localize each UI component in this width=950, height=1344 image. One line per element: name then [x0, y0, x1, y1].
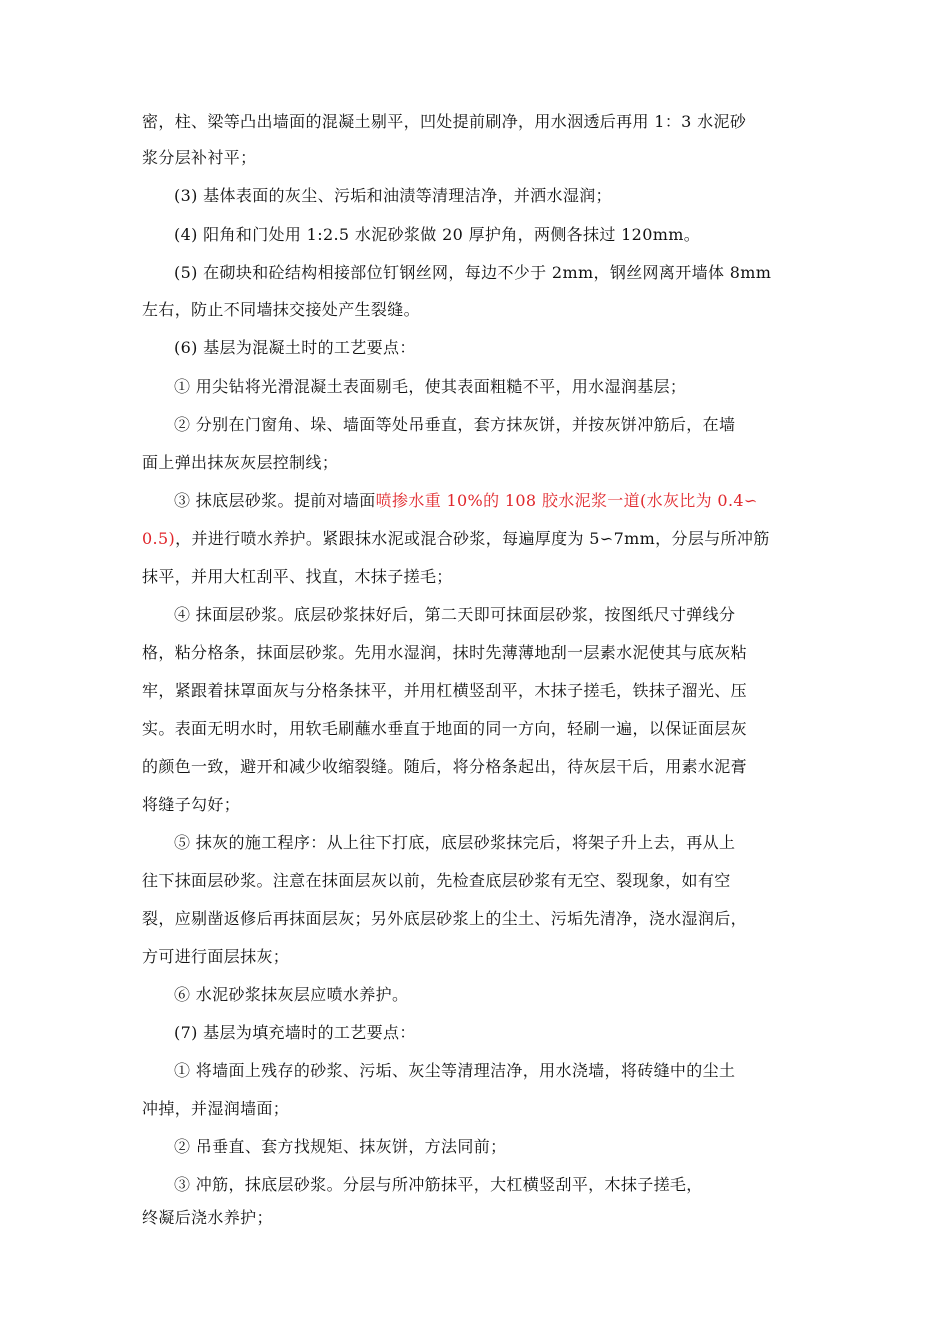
text-line: 将缝子勾好； — [142, 795, 241, 814]
text-line: 牢，紧跟着抹罩面灰与分格条抹平，并用杠横竖刮平，木抹子搓毛，铁抹子溜光、压 — [142, 681, 747, 700]
text-line: 密，柱、梁等凸出墙面的混凝土剔平，凹处提前刷净，用水洇透后再用 1：3 水泥砂 — [142, 112, 747, 131]
text-line: ① 将墙面上残存的砂浆、污垢、灰尘等清理洁净，用水浇墙，将砖缝中的尘土 — [174, 1061, 736, 1080]
text-line: (7) 基层为填充墙时的工艺要点： — [174, 1023, 416, 1042]
text-line: 往下抹面层砂浆。注意在抹面层灰以前，先检查底层砂浆有无空、裂现象，如有空 — [142, 871, 731, 890]
text-line: 实。表面无明水时，用软毛刷蘸水垂直于地面的同一方向，轻刷一遍，以保证面层灰 — [142, 719, 747, 738]
text-line: (6) 基层为混凝土时的工艺要点： — [174, 338, 416, 357]
text-line: (5) 在砌块和砼结构相接部位钉钢丝网，每边不少于 2mm，钢丝网离开墙体 8mm — [174, 263, 772, 282]
text-line: 方可进行面层抹灰； — [142, 947, 290, 966]
text-segment: ③ 抹底层砂浆。提前对墙面 — [174, 491, 376, 510]
text-line: ② 分别在门窗角、垛、墙面等处吊垂直，套方抹灰饼，并按灰饼冲筋后，在墙 — [174, 415, 736, 434]
text-line: ⑥ 水泥砂浆抹灰层应喷水养护。 — [174, 985, 409, 1004]
text-line: 的颜色一致，避开和减少收缩裂缝。随后，将分格条起出，待灰层干后，用素水泥膏 — [142, 757, 747, 776]
text-segment: ，并进行喷水养护。紧跟抹水泥或混合砂浆，每遍厚度为 5∽7mm，分层与所冲筋 — [175, 529, 770, 548]
text-line: 裂，应剔凿返修后再抹面层灰；另外底层砂浆上的尘土、污垢先清净，浇水湿润后， — [142, 909, 747, 928]
text-line: 浆分层补衬平； — [142, 148, 257, 167]
text-line: 左右，防止不同墙抹交接处产生裂缝。 — [142, 300, 420, 319]
text-line: 格，粘分格条，抹面层砂浆。先用水湿润，抹时先薄薄地刮一层素水泥使其与底灰粘 — [142, 643, 747, 662]
text-line: (4) 阳角和门处用 1:2.5 水泥砂浆做 20 厚护角，两侧各抹过 120mm。 — [174, 225, 701, 244]
text-line: 面上弹出抹灰灰层控制线； — [142, 453, 339, 472]
text-line: ③ 冲筋，抹底层砂浆。分层与所冲筋抹平，大杠横竖刮平，木抹子搓毛， — [174, 1175, 703, 1194]
highlighted-text: 喷掺水重 10%的 108 胶水泥浆一道(水灰比为 0.4∽ — [375, 491, 758, 510]
text-line: ① 用尖钻将光滑混凝土表面剔毛，使其表面粗糙不平，用水湿润基层； — [174, 377, 687, 396]
text-line: 冲掉，并湿润墙面； — [142, 1099, 290, 1118]
text-line: ② 吊垂直、套方找规矩、抹灰饼，方法同前； — [174, 1137, 507, 1156]
text-line: 抹平，并用大杠刮平、找直，木抹子搓毛； — [142, 567, 453, 586]
text-line: 终凝后浇水养护； — [142, 1208, 273, 1227]
text-line: ⑤ 抹灰的施工程序：从上往下打底，底层砂浆抹完后，将架子升上去，再从上 — [174, 833, 736, 852]
text-line — [142, 525, 770, 553]
highlighted-text: 0.5) — [142, 529, 176, 548]
text-line: (3) 基体表面的灰尘、污垢和油渍等清理洁净，并洒水湿润； — [174, 186, 612, 205]
text-line: ④ 抹面层砂浆。底层砂浆抹好后，第二天即可抹面层砂浆，按图纸尺寸弹线分 — [174, 605, 736, 624]
text-line — [174, 487, 758, 515]
